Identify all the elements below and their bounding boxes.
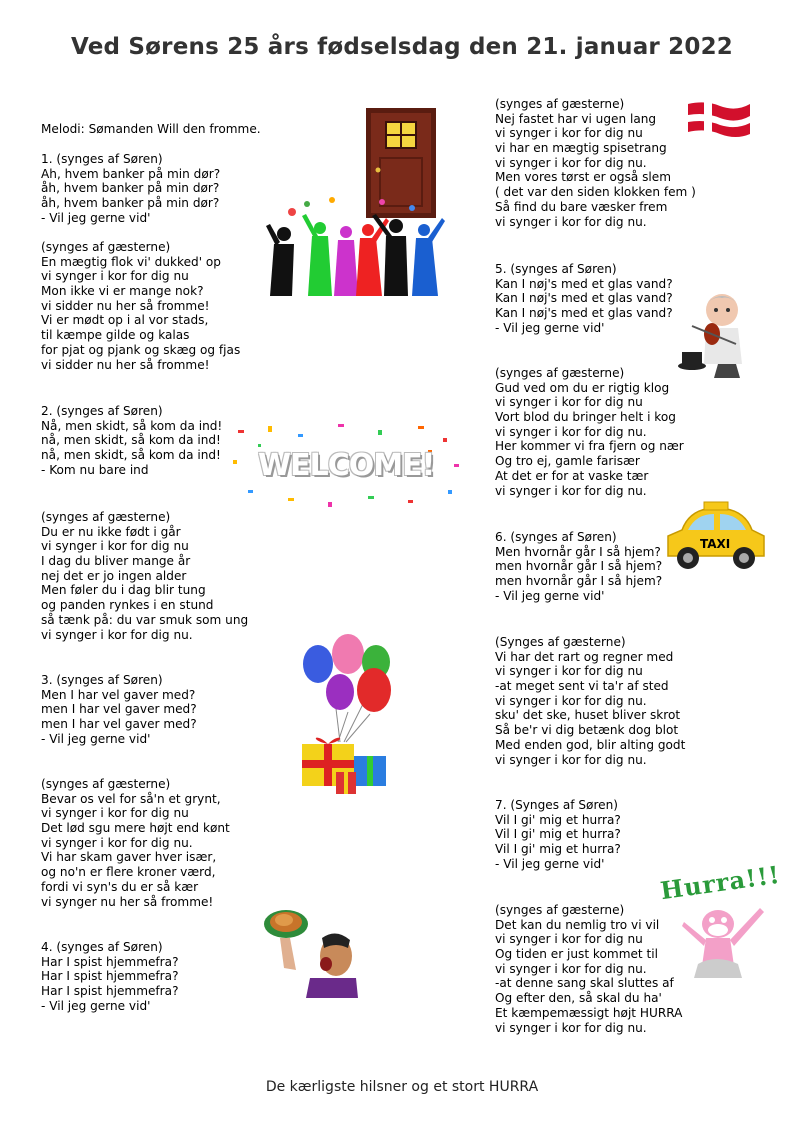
verse-line: - Kom nu bare ind bbox=[41, 462, 149, 477]
verse-block bbox=[495, 798, 621, 871]
verse-heading: (synges af gæsterne) bbox=[495, 903, 625, 917]
hurra-lettering: Hurra!!! bbox=[658, 859, 783, 906]
verse-block bbox=[41, 940, 178, 1013]
verse-line: - Vil jeg gerne vid' bbox=[41, 998, 151, 1013]
pink-panther-illustration bbox=[676, 894, 776, 978]
verse-line: vi synger i kor for dig nu. bbox=[41, 627, 193, 642]
party-people-illustration bbox=[262, 196, 447, 301]
verse-heading: 4. (synges af Søren) bbox=[41, 940, 163, 954]
verse-line: At det er for at vaske tær bbox=[495, 468, 649, 483]
verse-line: sku' det ske, huset bliver skrot bbox=[495, 708, 681, 723]
verse-line: vi synger i kor for dig nu. bbox=[495, 424, 647, 439]
verse-line: men I har vel gaver med? bbox=[41, 717, 197, 732]
verse-heading: (Synges af gæsterne) bbox=[495, 635, 626, 649]
verse-line: vi synger i kor for dig nu bbox=[495, 126, 643, 141]
verse-line: Gud ved om du er rigtig klog bbox=[495, 380, 670, 395]
verse-line: Har I spist hjemmefra? bbox=[41, 954, 179, 969]
verse-line: Med enden god, blir alting godt bbox=[495, 737, 686, 752]
verse-line: vi synger i kor for dig nu. bbox=[495, 752, 647, 767]
verse-line: og no'n er flere kroner værd, bbox=[41, 865, 216, 880]
verse-heading: 1. (synges af Søren) bbox=[41, 152, 163, 166]
verse-line: En mægtig flok vi' dukked' op bbox=[41, 254, 221, 269]
verse-line: nej det er jo ingen alder bbox=[41, 568, 187, 583]
verse-block bbox=[495, 530, 662, 603]
verse-line: Vort blod du bringer helt i kog bbox=[495, 410, 676, 425]
verse-line: -at denne sang skal sluttes af bbox=[495, 976, 674, 991]
verse-line: vi synger i kor for dig nu bbox=[495, 664, 643, 679]
verse-line: Nå, men skidt, så kom da ind! bbox=[41, 418, 223, 433]
verse-line: Du er nu ikke født i går bbox=[41, 524, 181, 539]
page-title: Ved Sørens 25 års fødselsdag den 21. januar 2022 bbox=[71, 34, 733, 60]
verse-line: Så find du bare væsker frem bbox=[495, 199, 668, 214]
verse-line: -at meget sent vi ta'r af sted bbox=[495, 679, 669, 694]
verse-line: vi synger i kor for dig nu. bbox=[495, 961, 647, 976]
verse-line: Ah, hvem banker på min dør? bbox=[41, 166, 221, 181]
verse-line: Har I spist hjemmefra? bbox=[41, 969, 179, 984]
verse-line: vi har en mægtig spisetrang bbox=[495, 141, 667, 156]
verse-line: åh, hvem banker på min dør? bbox=[41, 181, 220, 196]
verse-heading: (synges af gæsterne) bbox=[41, 777, 171, 791]
verse-line: nå, men skidt, så kom da ind! bbox=[41, 433, 221, 448]
verse-line: Kan I nøj's med et glas vand? bbox=[495, 291, 673, 306]
verse-line: Kan I nøj's med et glas vand? bbox=[495, 306, 673, 321]
violinist-illustration bbox=[678, 288, 756, 380]
verse-line: fordi vi syn's du er så kær bbox=[41, 879, 199, 894]
verse-line: vi synger i kor for dig nu bbox=[41, 539, 189, 554]
verse-line: - Vil jeg gerne vid' bbox=[495, 588, 605, 603]
verse-line: og panden rynkes i en stund bbox=[41, 598, 214, 613]
verse-block bbox=[41, 240, 240, 372]
verse-line: Vil I gi' mig et hurra? bbox=[495, 827, 621, 842]
verse-line: Vil I gi' mig et hurra? bbox=[495, 842, 621, 857]
verse-block bbox=[495, 97, 696, 229]
melody-line: Melodi: Sømanden Will den fromme. bbox=[41, 122, 261, 136]
verse-line: - Vil jeg gerne vid' bbox=[495, 320, 605, 335]
verse-heading: (synges af gæsterne) bbox=[495, 366, 625, 380]
verse-line: vi synger i kor for dig nu bbox=[495, 395, 643, 410]
verse-heading: 5. (synges af Søren) bbox=[495, 262, 617, 276]
verse-line: I dag du bliver mange år bbox=[41, 554, 191, 569]
verse-line: Mon ikke vi er mange nok? bbox=[41, 284, 204, 299]
verse-line: Men føler du i dag blir tung bbox=[41, 583, 206, 598]
verse-block bbox=[41, 777, 230, 909]
verse-line: vi sidder nu her så fromme! bbox=[41, 298, 210, 313]
verse-block bbox=[495, 262, 673, 335]
verse-line: - Vil jeg gerne vid' bbox=[41, 210, 151, 225]
verse-block bbox=[41, 673, 197, 746]
verse-line: vi synger i kor for dig nu. bbox=[41, 835, 193, 850]
verse-block bbox=[41, 510, 248, 642]
verse-heading: (synges af gæsterne) bbox=[41, 240, 171, 254]
verse-line: vi synger nu her så fromme! bbox=[41, 894, 214, 909]
taxi-sign-text: TAXI bbox=[700, 537, 731, 551]
verse-line: Har I spist hjemmefra? bbox=[41, 984, 179, 999]
verse-line: vi sidder nu her så fromme! bbox=[41, 357, 210, 372]
verse-line: Vi har skam gaver hver især, bbox=[41, 850, 217, 865]
verse-line: for pjat og pjank og skæg og fjas bbox=[41, 342, 241, 357]
verse-line: Men vores tørst er også slem bbox=[495, 170, 672, 185]
verse-line: Men hvornår går I så hjem? bbox=[495, 544, 661, 559]
footer-greeting: De kærligste hilsner og et stort HURRA bbox=[265, 1079, 539, 1095]
verse-line: Så be'r vi dig betænk dog blot bbox=[495, 723, 679, 738]
verse-line: vi synger i kor for dig nu bbox=[41, 806, 189, 821]
verse-block bbox=[41, 404, 222, 477]
verse-line: Her kommer vi fra fjern og nær bbox=[495, 439, 684, 454]
welcome-sign-text: WELCOME! bbox=[258, 448, 435, 483]
verse-line: Vil I gi' mig et hurra? bbox=[495, 812, 621, 827]
verse-line: så tænk på: du var smuk som ung bbox=[41, 612, 249, 627]
verse-line: vi synger i kor for dig nu. bbox=[495, 483, 647, 498]
verse-heading: (synges af gæsterne) bbox=[41, 510, 171, 524]
verse-heading: (synges af gæsterne) bbox=[495, 97, 625, 111]
verse-heading: 6. (synges af Søren) bbox=[495, 530, 617, 544]
turkey-eater-illustration bbox=[260, 898, 360, 998]
verse-block bbox=[495, 635, 685, 767]
verse-line: men hvornår går I så hjem? bbox=[495, 559, 663, 574]
verse-line: men hvornår går I så hjem? bbox=[495, 574, 663, 589]
verse-block bbox=[41, 152, 220, 225]
verse-line: Kan I nøj's med et glas vand? bbox=[495, 276, 673, 291]
balloons-gifts-illustration bbox=[298, 632, 398, 800]
verse-line: Det lød sgu mere højt end kønt bbox=[41, 821, 230, 836]
verse-heading: 7. (Synges af Søren) bbox=[495, 798, 618, 812]
verse-line: vi synger i kor for dig nu bbox=[495, 932, 643, 947]
verse-block bbox=[495, 366, 684, 498]
verse-line: vi synger i kor for dig nu. bbox=[495, 1020, 647, 1035]
verse-line: Vi er mødt op i al vor stads, bbox=[41, 313, 209, 328]
verse-line: nå, men skidt, så kom da ind! bbox=[41, 448, 221, 463]
verse-line: vi synger i kor for dig nu bbox=[41, 269, 189, 284]
verse-block bbox=[495, 903, 682, 1035]
verse-line: Og efter den, så skal du ha' bbox=[495, 991, 662, 1006]
verse-line: ( det var den siden klokken fem ) bbox=[495, 185, 696, 200]
verse-line: - Vil jeg gerne vid' bbox=[41, 731, 151, 746]
verse-line: åh, hvem banker på min dør? bbox=[41, 196, 220, 211]
verse-line: Vi har det rart og regner med bbox=[495, 649, 674, 664]
danish-flag-illustration bbox=[686, 98, 752, 140]
verse-line: Det kan du nemlig tro vi vil bbox=[495, 917, 660, 932]
verse-line: til kæmpe gilde og kalas bbox=[41, 328, 190, 343]
verse-heading: 3. (synges af Søren) bbox=[41, 673, 163, 687]
verse-heading: 2. (synges af Søren) bbox=[41, 404, 163, 418]
verse-line: men I har vel gaver med? bbox=[41, 702, 197, 717]
verse-line: vi synger i kor for dig nu. bbox=[495, 214, 647, 229]
verse-line: vi synger i kor for dig nu. bbox=[495, 155, 647, 170]
verse-line: Men I har vel gaver med? bbox=[41, 687, 196, 702]
verse-line: - Vil jeg gerne vid' bbox=[495, 856, 605, 871]
verse-line: Et kæmpemæssigt højt HURRA bbox=[495, 1005, 683, 1020]
verse-line: Bevar os vel for så'n et grynt, bbox=[41, 791, 221, 806]
verse-line: Og tiden er just kommet til bbox=[495, 947, 658, 962]
verse-line: Nej fastet har vi ugen lang bbox=[495, 111, 657, 126]
verse-line: Og tro ej, gamle farisær bbox=[495, 454, 640, 469]
verse-line: vi synger i kor for dig nu. bbox=[495, 693, 647, 708]
